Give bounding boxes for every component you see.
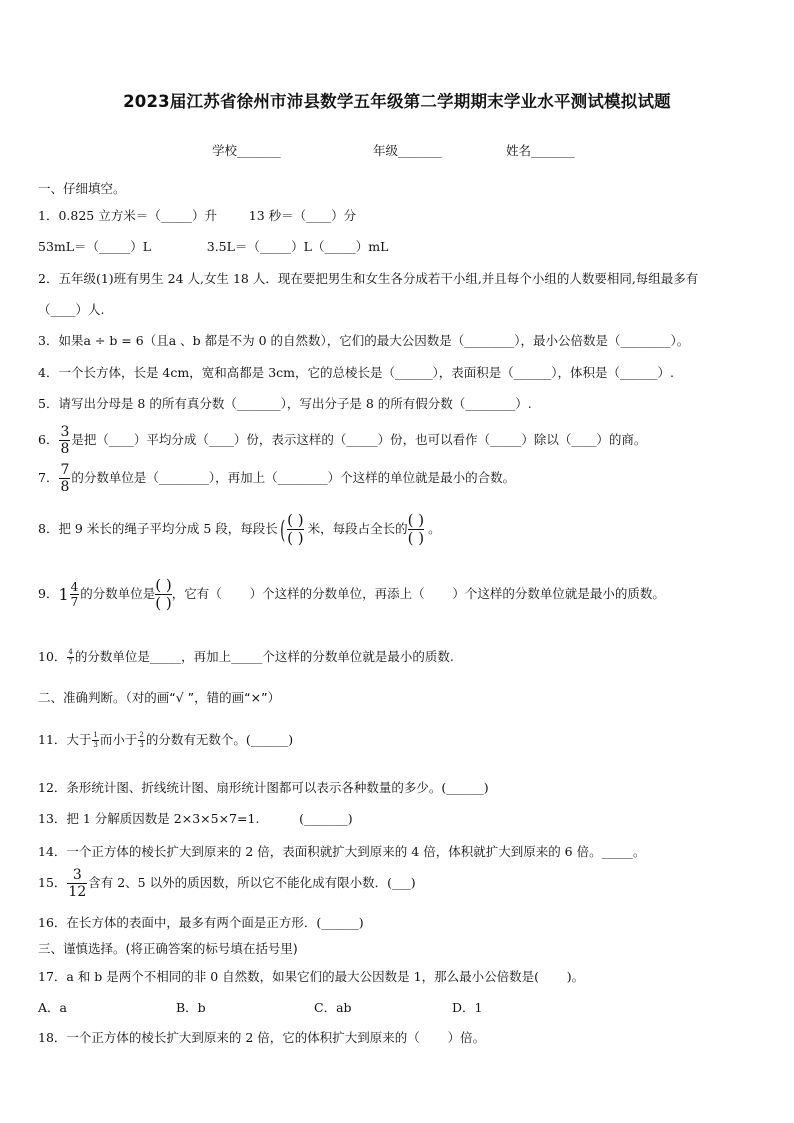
q11-text-a: 11．大于 — [38, 732, 92, 747]
q7-denominator: 8 — [60, 479, 70, 495]
q8-fraction-blank-2 — [408, 513, 424, 546]
q15-denominator: 12 — [68, 884, 87, 900]
question-16: 16．在长方体的表面中，最多有两个面是正方形．(______) — [38, 915, 364, 930]
q11-denominator-1: 3 — [93, 741, 98, 749]
q17-option-a: A．a — [38, 1000, 67, 1015]
q11-text-c: 的分数有无数个。(______) — [145, 732, 294, 747]
q6-fraction — [59, 425, 70, 456]
q6-number: 6． — [38, 432, 59, 447]
q11-fraction-1 — [92, 732, 98, 749]
q10-fraction — [67, 649, 73, 666]
question-8 — [38, 513, 441, 546]
question-11 — [38, 731, 293, 749]
question-13: 13．把 1 分解质因数是 2×3×5×7=1. (_______) — [38, 811, 353, 826]
question-3: 3．如果a ÷ b = 6（且a 、b 都是不为 0 的自然数），它们的最大公因数是（________），最小公倍数是（________）。 — [38, 333, 690, 348]
q6-text: 是把（____）平均分成（____）份，表示这样的（_____）份，也可以看作（_____）除以（____）的商。 — [71, 432, 647, 447]
q7-fraction — [59, 463, 70, 494]
q8-text-b: 米，每段占全长的 — [307, 521, 408, 536]
q9-text-b: ，它有（ ）个这样的分数单位，再添上（ ）个这样的分数单位就是最小的质数。 — [171, 586, 665, 601]
q6-numerator: 3 — [60, 424, 70, 440]
q8-blank2-den: ( ) — [407, 529, 425, 547]
q9-number: 9． — [38, 586, 59, 601]
q9-denominator: 7 — [70, 595, 79, 609]
question-6 — [38, 425, 646, 456]
exam-title: 2023届江苏省徐州市沛县数学五年级第二学期期末学业水平测试模拟试题 — [123, 92, 671, 111]
q11-numerator-1: 1 — [93, 731, 98, 739]
q17-option-b: B．b — [176, 1000, 206, 1015]
question-5: 5．请写出分母是 8 的所有真分数（_______），写出分子是 8 的所有假分数（________）. — [38, 396, 532, 411]
question-14: 14．一个正方体的棱长扩大到原来的 2 倍，表面积就扩大到原来的 4 倍，体积就扩大到原来的 6 倍。_____。 — [38, 844, 646, 859]
q11-denominator-2: 3 — [139, 741, 144, 749]
q15-numerator: 3 — [67, 868, 87, 884]
question-1b: 53mL＝（_____）L 3.5L＝（_____）L（_____）mL — [38, 239, 389, 254]
question-7 — [38, 463, 515, 494]
q11-numerator-2: 2 — [139, 731, 144, 739]
q15-number: 15． — [38, 875, 67, 890]
question-2a: 2．五年级(1)班有男生 24 人,女生 18 人．现在要把男生和女生各分成若干小组,并且每个小组的人数要相同,每组最多有 — [38, 271, 699, 286]
q7-numerator: 7 — [60, 462, 70, 478]
q8-blank2-num: ( ) — [407, 511, 425, 529]
q10-denominator: 7 — [68, 658, 73, 666]
grade-field: 年级_______ — [373, 143, 442, 158]
question-4: 4．一个长方体，长是 4cm，宽和高都是 3cm，它的总棱长是（______），表面积是（______），体积是（______）. — [38, 365, 674, 380]
question-15 — [38, 868, 416, 899]
q9-blank-den: ( ) — [155, 594, 172, 612]
q9-fraction — [70, 581, 80, 608]
q10-number: 10． — [38, 649, 67, 664]
question-12: 12．条形统计图、折线统计图、扇形统计图都可以表示各种数量的多少。(______) — [38, 780, 489, 795]
q9-blank-num: ( ) — [155, 576, 172, 594]
question-18: 18．一个正方体的棱长扩大到原来的 2 倍，它的体积扩大到原来的（ ）倍。 — [38, 1030, 486, 1045]
q7-text: 的分数单位是（________），再加上（________）个这样的单位就是最小的合数。 — [71, 470, 516, 485]
q9-fraction-blank — [155, 578, 171, 611]
section-1-heading: 一、仔细填空。 — [38, 181, 126, 196]
question-1a: 1．0.825 立方米＝（_____）升 13 秒＝（____）分 — [38, 208, 357, 223]
q17-option-c: C．ab — [314, 1000, 352, 1015]
q8-text-a: 8．把 9 米长的绳子平均分成 5 段，每段长 — [38, 521, 278, 536]
q7-number: 7． — [38, 470, 59, 485]
q8-fraction-blank-1 — [287, 513, 303, 546]
q8-text-c: 。 — [428, 521, 441, 536]
question-9 — [38, 578, 665, 611]
q9-text-a: 的分数单位是 — [80, 586, 156, 601]
question-10 — [38, 648, 454, 666]
q17-option-d: D．1 — [452, 1000, 483, 1015]
q8-blank-num: ( ) — [287, 511, 304, 529]
q8-left-paren: ( — [279, 515, 286, 544]
section-2-heading: 二、准确判断。（对的画“√ ”，错的画“×”） — [38, 690, 281, 705]
q9-numerator: 4 — [70, 580, 79, 594]
q10-text: 的分数单位是_____，再加上_____个这样的分数单位就是最小的质数. — [74, 649, 454, 664]
q9-whole: 1 — [58, 584, 69, 604]
q15-text: 含有 2、5 以外的质因数，所以它不能化成有限小数．(___) — [88, 875, 416, 890]
question-17: 17．a 和 b 是两个不相同的非 0 自然数，如果它们的最大公因数是 1，那么最小公倍数是( )。 — [38, 969, 585, 984]
q11-text-b: 而小于 — [99, 732, 138, 747]
section-3-heading: 三、谨慎选择。(将正确答案的标号填在括号里) — [38, 941, 298, 956]
q6-denominator: 8 — [60, 441, 70, 457]
q10-numerator: 4 — [68, 648, 73, 656]
q15-fraction — [67, 868, 87, 899]
q11-fraction-2 — [138, 732, 144, 749]
school-field: 学校_______ — [212, 143, 281, 158]
question-2b: （____）人. — [38, 302, 105, 317]
q8-blank-den: ( ) — [287, 529, 304, 547]
name-field: 姓名_______ — [506, 143, 575, 158]
